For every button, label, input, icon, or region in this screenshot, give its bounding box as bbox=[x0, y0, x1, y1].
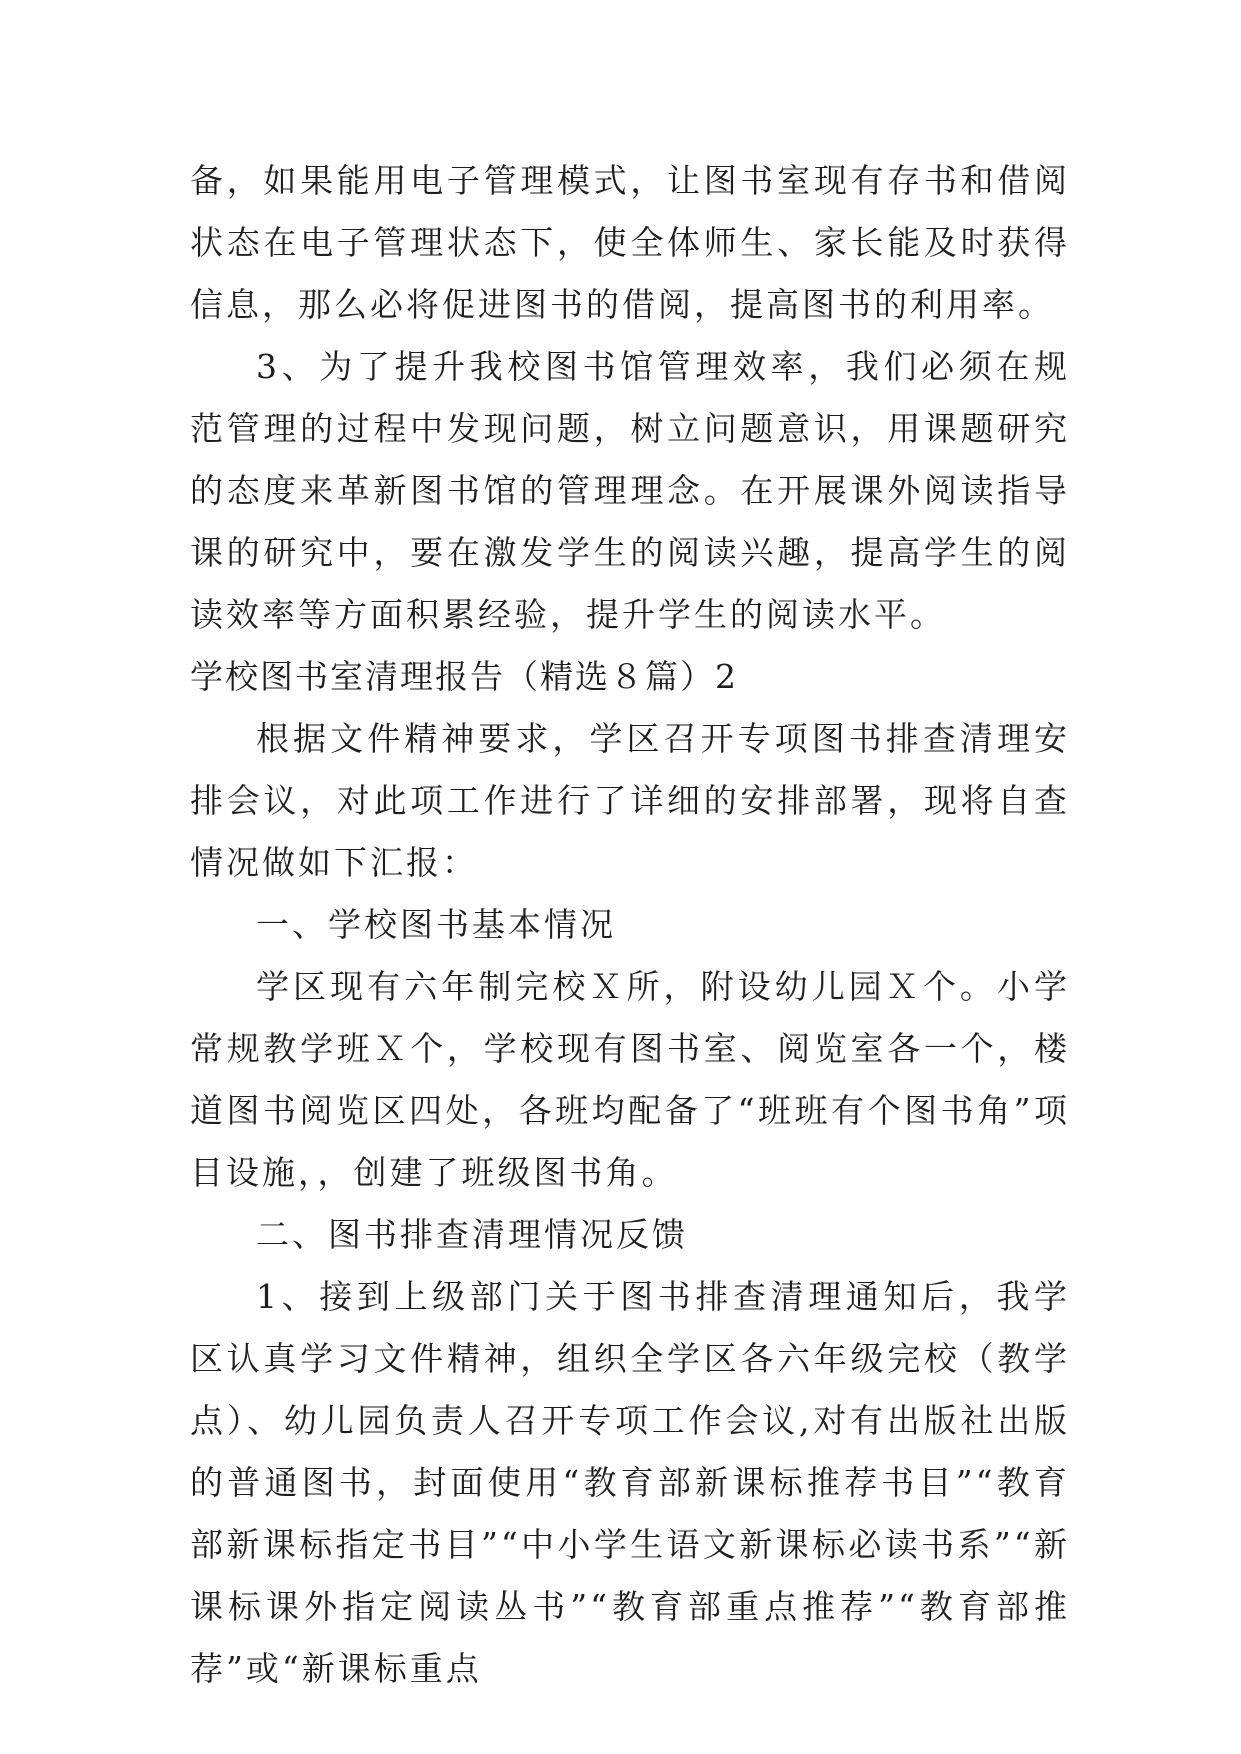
paragraph-feedback-1: 1、接到上级部门关于图书排查清理通知后，我学区认真学习文件精神，组织全学区各六年级完校（教学点）、幼儿园负责人召开专项工作会议,对有出版社出版的普通图书，封面使用“教育部新课标推荐书目”“教育部新课标指定书目”“中小学生语文新课标必读书系”“新课标课外指定阅读丛书”“教育部重点推荐”“教育部推荐”或“新课标重点 bbox=[190, 1277, 1070, 1688]
paragraph-intro: 根据文件精神要求，学区召开专项图书排查清理安排会议，对此项工作进行了详细的安排部署，现将自查情况做如下汇报： bbox=[190, 719, 1070, 882]
paragraph-basic-situation: 学区现有六年制完校Ｘ所，附设幼儿园Ｘ个。小学常规教学班Ｘ个，学校现有图书室、阅览室各一个，楼道图书阅览区四处，各班均配备了“班班有个图书角”项目设施，，创建了班级图书角。 bbox=[190, 967, 1070, 1192]
document-body bbox=[190, 150, 1070, 1700]
paragraph-point-3: 3、为了提升我校图书馆管理效率，我们必须在规范管理的过程中发现问题，树立问题意识，用课题研究的态度来革新图书馆的管理理念。在开展课外阅读指导课的研究中，要在激发学生的阅读兴趣，提高学生的阅读效率等方面积累经验，提升学生的阅读水平。 bbox=[190, 347, 1070, 634]
subheading-basic-situation: 一、学校图书基本情况 bbox=[256, 905, 616, 944]
paragraph-continuation: 备，如果能用电子管理模式，让图书室现有存书和借阅状态在电子管理状态下，使全体师生、家长能及时获得信息，那么必将促进图书的借阅，提高图书的利用率。 bbox=[190, 161, 1070, 324]
subheading-feedback: 二、图书排查清理情况反馈 bbox=[256, 1215, 688, 1254]
section-title: 学校图书室清理报告（精选８篇）2 bbox=[190, 657, 738, 696]
